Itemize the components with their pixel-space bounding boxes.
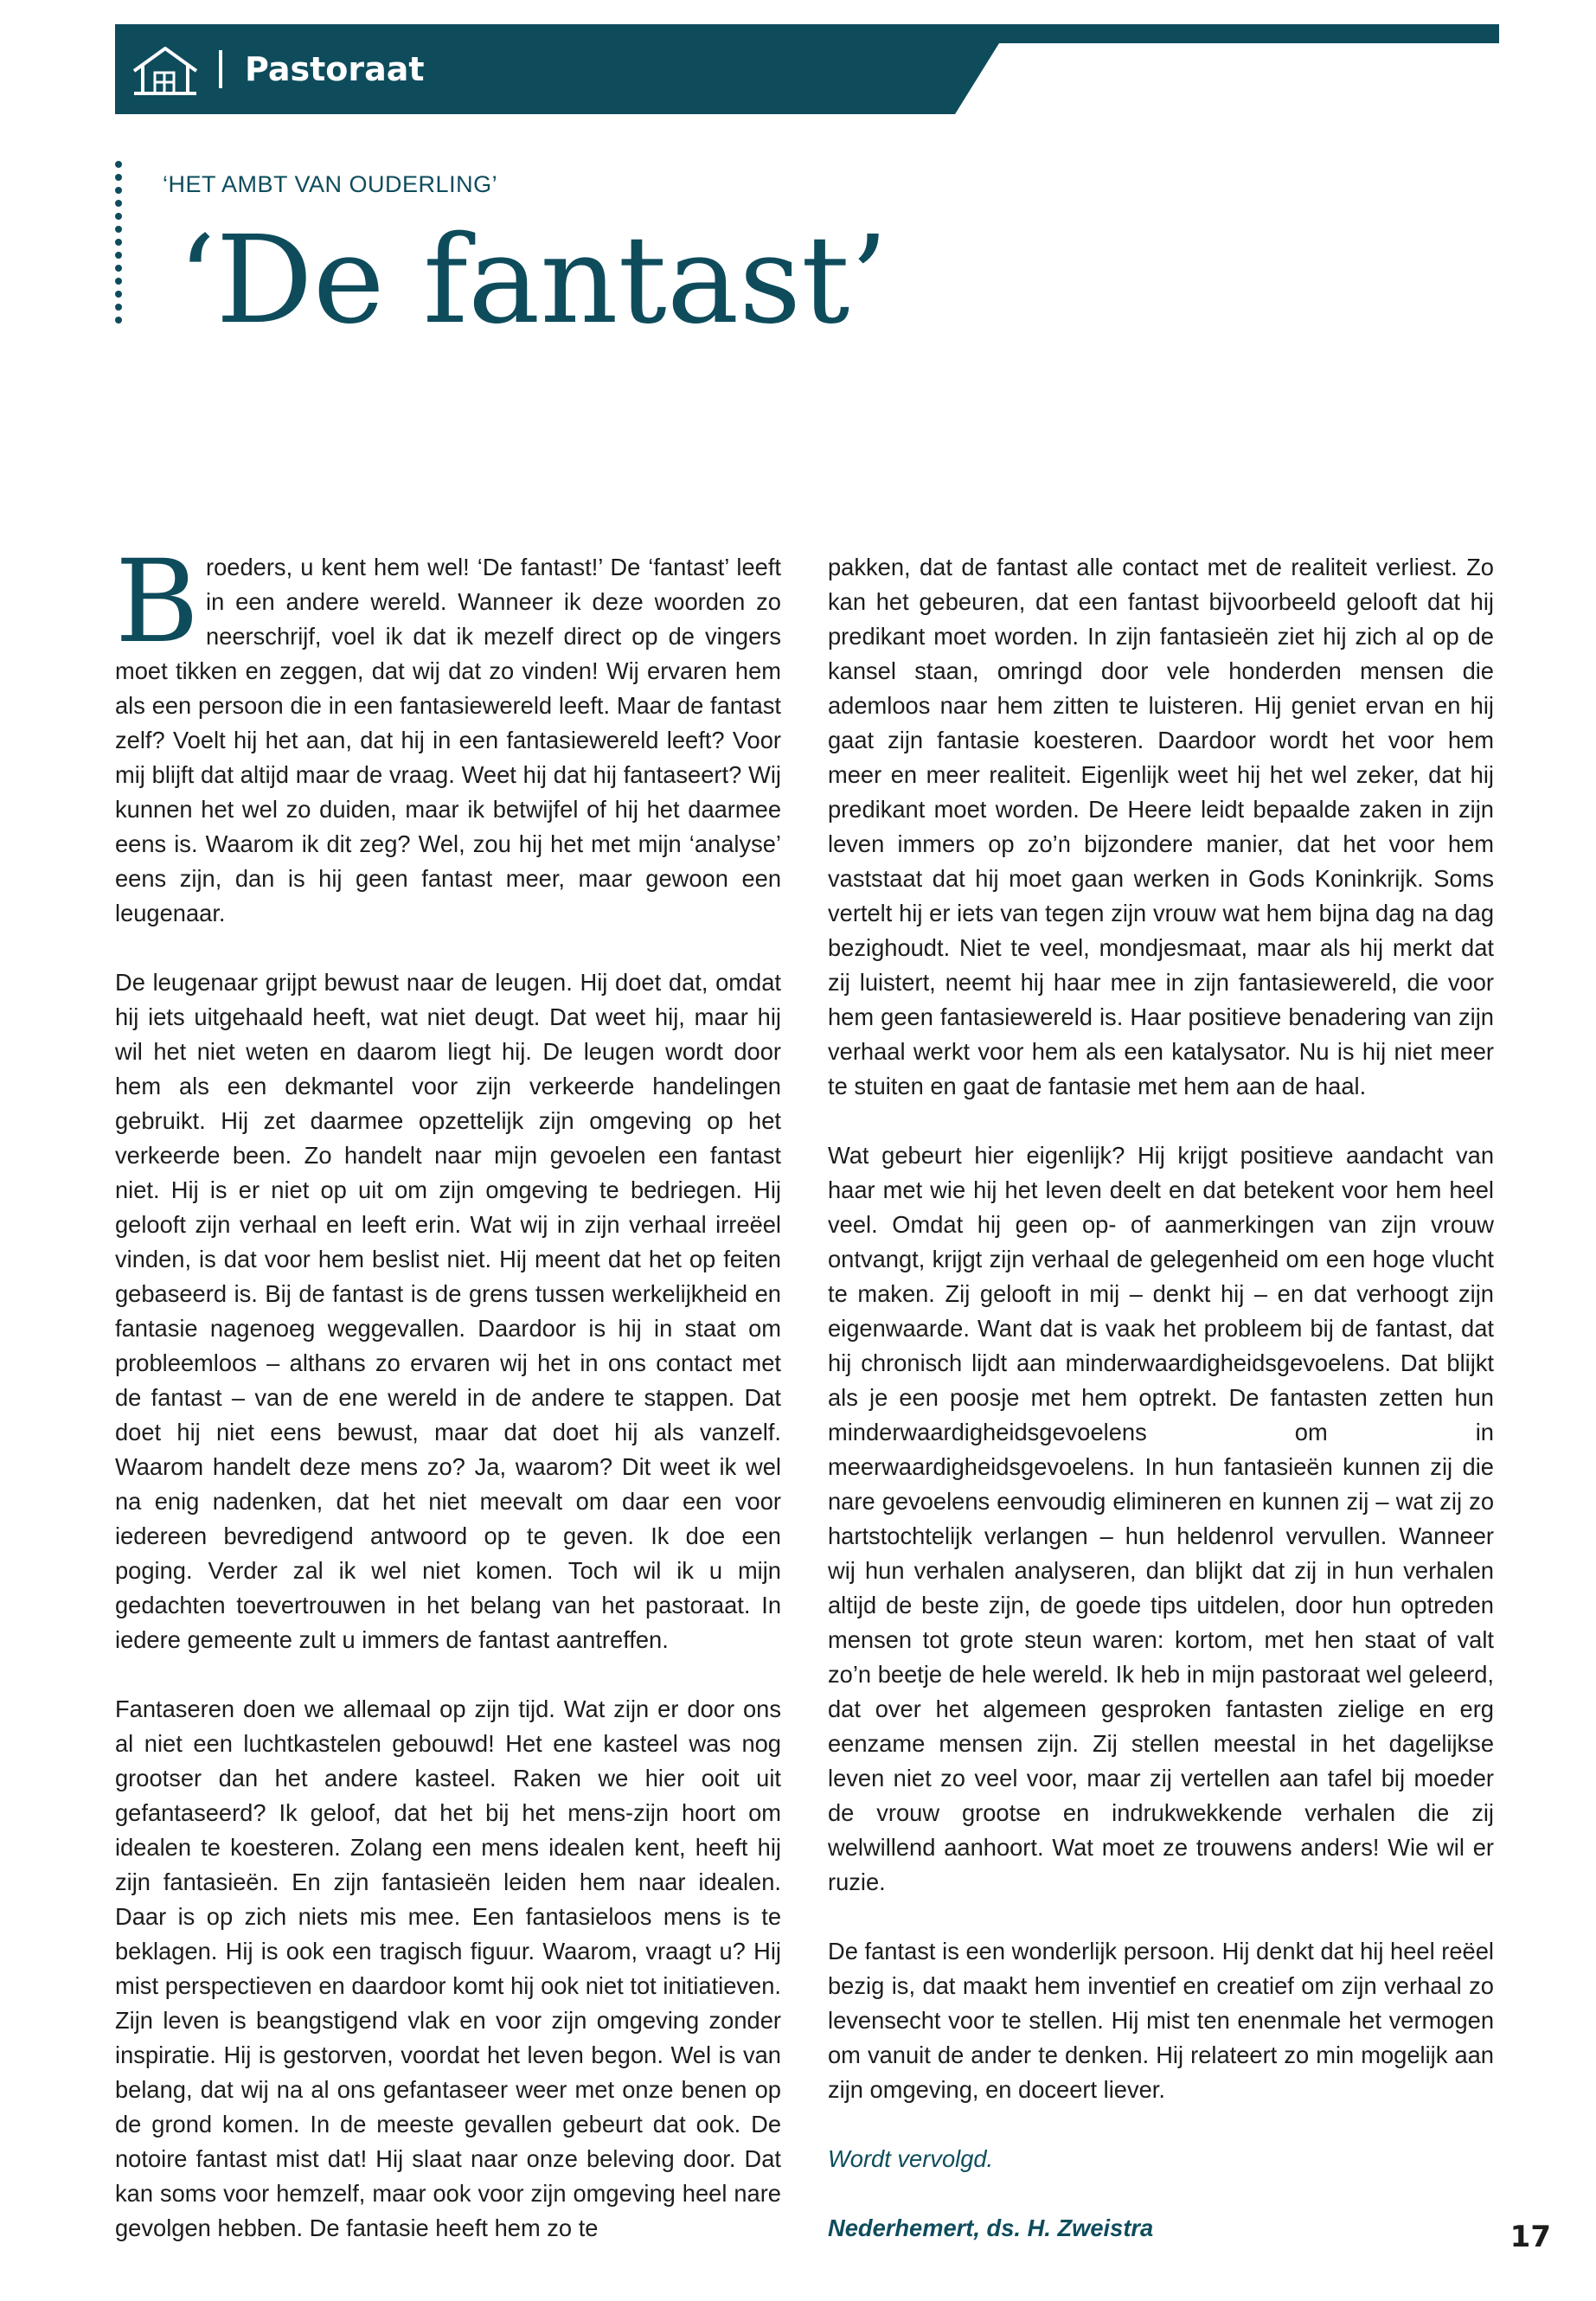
section-header [115, 24, 1499, 114]
paragraph: Wat gebeurt hier eigenlijk? Hij krijgt positieve aandacht van haar met wie hij het leven deelt en dat betekent voor hem heel veel. Omdat hij geen op- of aanmerkingen van zijn vrouw ontvangt, krijgt zijn verhaal de gelegenheid om een hoge vlucht te maken. Zij gelooft in mij – denkt hij – en dat verhoogt zijn eigenwaarde. Want dat is vaak het probleem bij de fantast, dat hij chronisch lijdt aan minderwaardigheidsgevoelens. Dat blijkt als je een poosje met hem optrekt. De fantasten zetten hun minderwaardigheidsgevoelens om in meerwaardigheidsgevoelens. In hun fantasieën kunnen zij die nare gevoelens eenvoudig elimineren en kunnen zij – wat zij zo hartstochtelijk verlangen – hun heldenrol vervullen. Wanneer wij hun verhalen analyseren, dan blijkt dat zij in hun verhalen altijd de beste zijn, de goede tips uitdelen, door hun optreden mensen tot grote steun waren: kortom, met hen staat of valt zo’n beetje de hele wereld. Ik heb in mijn pastoraat wel geleerd, dat over het algemeen gesproken fantasten zielige en erg eenzame mensen zijn. Zij stellen meestal in het dagelijkse leven niet zo veel voor, maar zij vertellen aan tafel bij moeder de vrouw grootse en indrukwekkende verhalen die zij welwillend aanhoort. Wat moet ze trouwens anders! Wie wil er ruzie. [828, 1142, 1494, 1895]
author-signature: Nederhemert, ds. H. Zweistra [828, 2214, 1154, 2241]
right-column [828, 550, 1494, 2280]
article-title: ‘De fantast’ [177, 210, 888, 351]
paragraph [115, 535, 781, 931]
article-kicker: ‘HET AMBT VAN OUDERLING’ [163, 171, 498, 197]
paragraph: De fantast is een wonderlijk persoon. Hij denkt dat hij heel reëel bezig is, dat maakt hem inventief en creatief om zijn verhaal zo levensecht voor te stellen. Hij mist ten enenmale het vermogen om vanuit de ander te denken. Hij relateert zo min mogelijk aan zijn omgeving, en doceert liever. [828, 1938, 1494, 2103]
dotted-rule [114, 160, 123, 333]
paragraph: Fantaseren doen we allemaal op zijn tijd. Wat zijn er door ons al niet een luchtkastelen gebouwd! Het ene kasteel was nog grootser dan het andere kasteel. Raken we hier ooit uit gefantaseerd? Ik geloof, dat het bij het mens-zijn hoort om idealen te koesteren. Zolang een mens idealen kent, heeft hij zijn fantasieën. En zijn fantasieën leiden hem naar idealen. Daar is op zich niets mis mee. Een fantasieloos mens is te beklagen. Hij is ook een tragisch figuur. Waarom, vraagt u? Hij mist perspectieven en daardoor komt hij ook niet tot initiatieven. Zijn leven is beangstigend vlak en voor zijn omgeving zonder inspiratie. Hij is gestorven, voordat het leven begon. Wel is van belang, dat wij na al ons gefantaseer weer met onze benen op de grond komen. In de meeste gevallen gebeurt dat ook. De notoire fantast mist dat! Hij slaat naar onze beleving door. Dat kan soms voor hemzelf, maar ook voor zijn omgeving heel nare gevolgen hebben. De fantasie heeft hem zo te [115, 1695, 781, 2241]
continued-note: Wordt vervolgd. [828, 2145, 994, 2172]
paragraph: De leugenaar grijpt bewust naar de leugen. Hij doet dat, omdat hij iets uitgehaald heeft, wat niet deugt. Dat weet hij, maar hij wil het niet weten en daarom liegt hij. De leugen wordt door hem als een dekmantel voor zijn verkeerde handelingen gebruikt. Hij zet daarmee opzettelijk zijn omgeving op het verkeerde been. Zo handelt naar mijn gevoelen een fantast niet. Hij is er niet op uit om zijn omgeving te bedriegen. Hij gelooft zijn verhaal en leeft erin. Wat wij in zijn verhaal irreëel vinden, is dat voor hem beslist niet. Hij meent dat het op feiten gebaseerd is. Bij de fantast is de grens tussen werkelijkheid en fantasie nagenoeg weggevallen. Daardoor is hij in staat om probleemloos – althans zo ervaren wij het in ons contact met de fantast – van de ene wereld in de andere te stappen. Dat doet hij niet eens bewust, maar dat doet hij als vanzelf. Waarom handelt deze mens zo? Ja, waarom? Dit weet ik wel na enig nadenken, dat het niet meevalt om daar een voor iedereen bevredigend antwoord op te geven. Ik doe een poging. Verder zal ik wel niet komen. Toch wil ik u mijn gedachten toevertrouwen in het belang van het pastoraat. In iedere gemeente zult u immers de fantast aantreffen. [115, 969, 781, 1653]
section-title: Pastoraat [245, 50, 425, 88]
page-number: 17 [1509, 2220, 1551, 2254]
paragraph: pakken, dat de fantast alle contact met de realiteit verliest. Zo kan het gebeuren, dat een fantast bijvoorbeeld gelooft dat hij predikant moet worden. In zijn fantasieën ziet hij zich al op de kansel staan, omringd door vele honderden mensen die ademloos naar hem zitten te luisteren. Hij geniet ervan en hij gaat zijn fantasie koesteren. Daardoor wordt het voor hem meer en meer realiteit. Eigenlijk weet hij het wel zeker, dat hij predikant moet worden. De Heere leidt bepaalde zaken in zijn leven immers op zo’n bijzondere manier, dat het voor hem vaststaat dat hij moet gaan werken in Gods Koninkrijk. Soms vertelt hij er iets van tegen zijn vrouw wat hem bijna dag na dag bezighoudt. Niet te veel, mondjesmaat, maar als hij merkt dat zij luistert, neemt hij haar mee in zijn fantasiewereld, die voor hem geen fantasiewereld is. Haar positieve benadering van zijn verhaal werkt voor hem als een katalysator. Nu is hij niet meer te stuiten en gaat de fantasie met hem aan de haal. [828, 554, 1494, 1099]
header-divider [219, 50, 222, 88]
drop-cap: B [115, 535, 200, 669]
left-column [115, 535, 781, 2280]
paragraph-text: roeders, u kent hem wel! ‘De fantast!’ De ‘fantast’ leeft in een andere wereld. Wanneer ik deze woorden zo neerschrijf, voel ik dat ik mezelf direct op de vingers moet tikken en zeggen, dat wij dat zo vinden! Wij ervaren hem als een persoon die in een fantasiewereld leeft. Maar de fantast zelf? Voelt hij het aan, dat hij in een fantasiewereld leeft? Voor mij blijft dat altijd maar de vraag. Weet hij dat hij fantaseert? Wij kunnen het wel zo duiden, maar ik betwijfel of hij het daarmee eens is. Waarom ik dit zeg? Wel, zou hij het met mijn ‘analyse’ eens zijn, dan is hij geen fantast meer, maar gewoon een leugenaar. [115, 554, 781, 926]
home-icon [131, 43, 200, 99]
